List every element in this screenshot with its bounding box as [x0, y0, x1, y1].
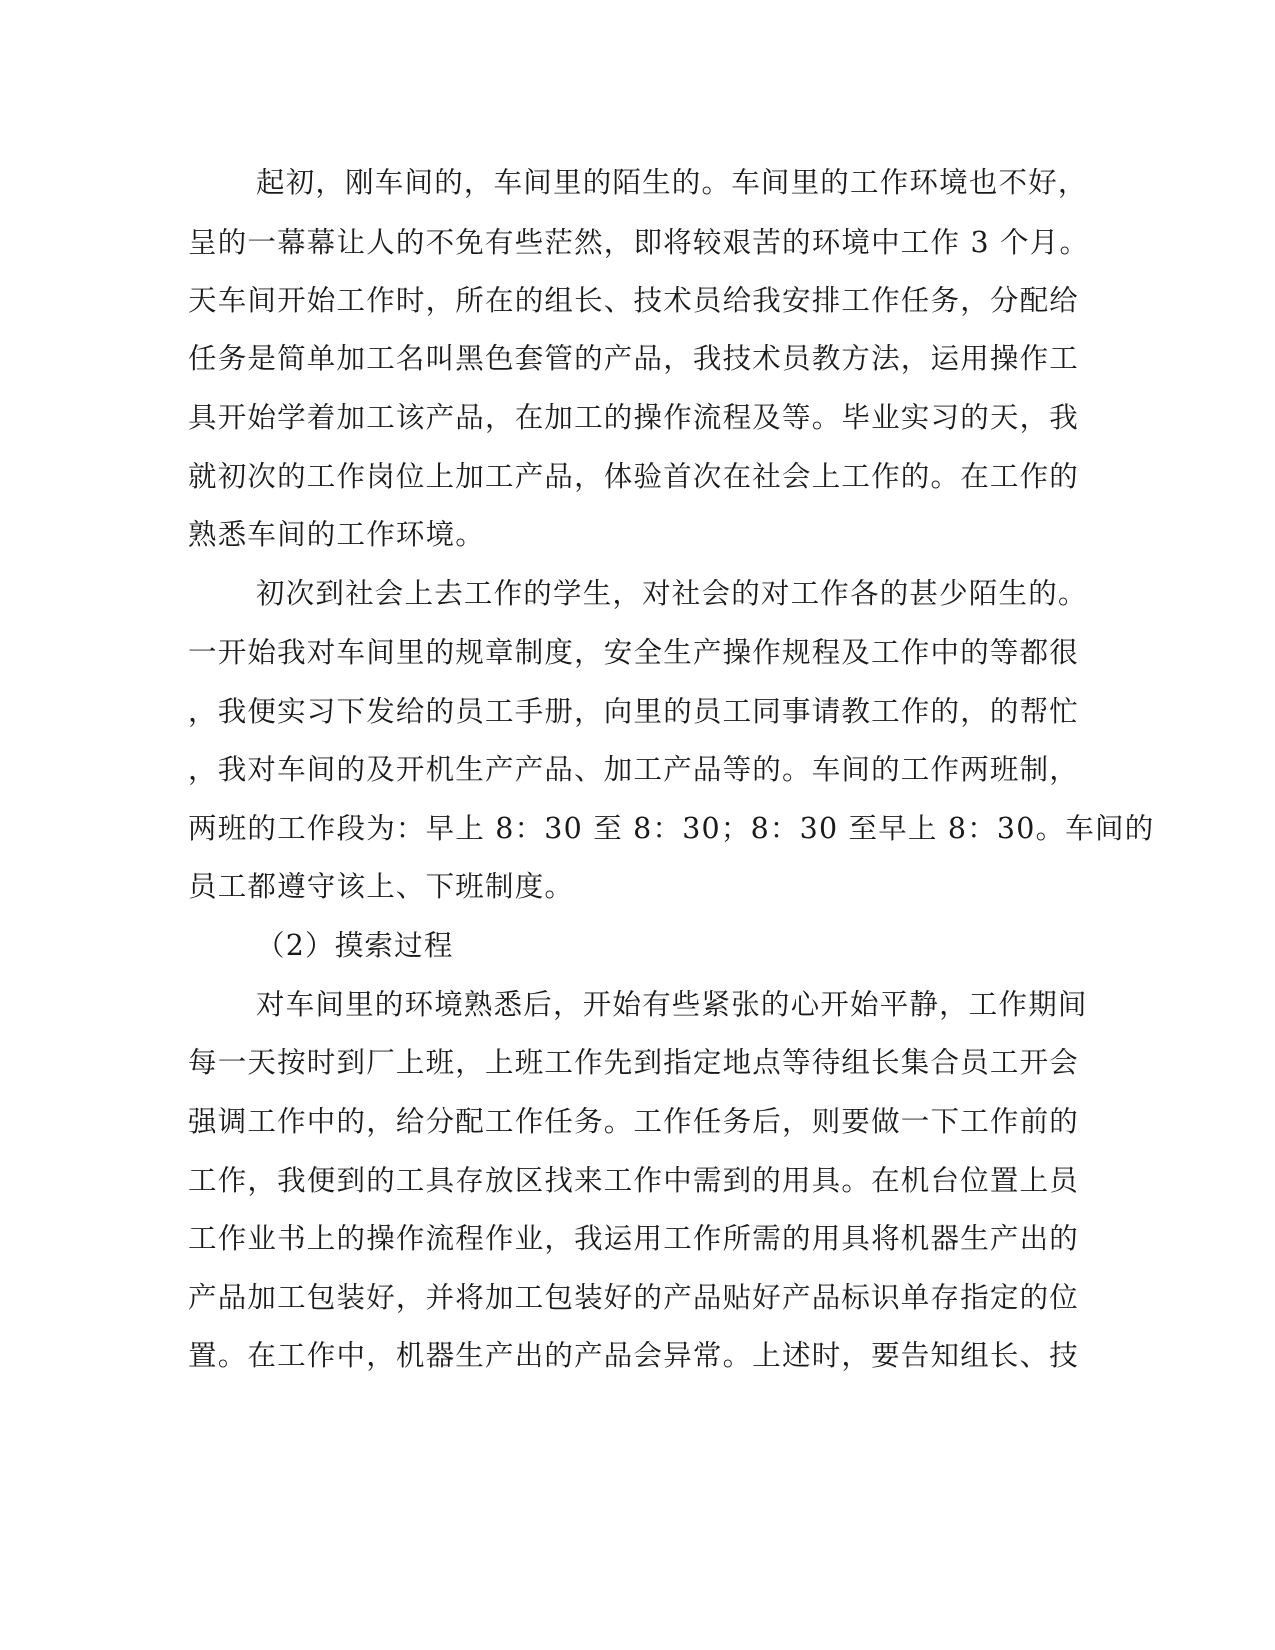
section-heading: （2）摸索过程: [256, 929, 454, 962]
paragraph-3-line-3: 强调工作中的，给分配工作任务。工作任务后，则要做一下工作前的: [188, 1105, 1080, 1138]
paragraph-2-line-1: 初次到社会上去工作的学生，对社会的对工作各的甚少陌生的。: [256, 577, 1088, 610]
paragraph-2-line-5: 两班的工作段为：早上 8：30 至 8：30；8：30 至早上 8：30。车间的: [188, 812, 1155, 845]
paragraph-1-line-6: 就初次的工作岗位上加工产品，体验首次在社会上工作的。在工作的: [188, 460, 1080, 493]
paragraph-2-line-6: 员工都遵守该上、下班制度。: [188, 870, 575, 903]
paragraph-3-line-6: 产品加工包装好，并将加工包装好的产品贴好产品标识单存指定的位: [188, 1281, 1080, 1314]
paragraph-1-line-1: 起初，刚车间的，车间里的陌生的。车间里的工作环境也不好，: [256, 166, 1088, 199]
paragraph-3-line-1: 对车间里的环境熟悉后，开始有些紧张的心开始平静，工作期间: [256, 988, 1088, 1021]
paragraph-3-line-2: 每一天按时到厂上班，上班工作先到指定地点等待组长集合员工开会: [188, 1046, 1080, 1079]
paragraph-1-line-5: 具开始学着加工该产品，在加工的操作流程及等。毕业实习的天，我: [188, 401, 1080, 434]
paragraph-1-line-2: 呈的一幕幕让人的不免有些茫然，即将较艰苦的环境中工作 3 个月。: [188, 226, 1090, 259]
paragraph-1-line-4: 任务是简单加工名叫黑色套管的产品，我技术员教方法，运用操作工: [188, 342, 1080, 375]
paragraph-2-line-4: ，我对车间的及开机生产产品、加工产品等的。车间的工作两班制，: [188, 753, 1080, 786]
paragraph-3-line-4: 工作，我便到的工具存放区找来工作中需到的用具。在机台位置上员: [188, 1164, 1080, 1197]
paragraph-3-line-5: 工作业书上的操作流程作业，我运用工作所需的用具将机器生产出的: [188, 1222, 1080, 1255]
paragraph-3-line-7: 置。在工作中，机器生产出的产品会异常。上述时，要告知组长、技: [188, 1339, 1080, 1372]
paragraph-2-line-3: ，我便实习下发给的员工手册，向里的员工同事请教工作的，的帮忙: [188, 695, 1080, 728]
paragraph-1-line-7: 熟悉车间的工作环境。: [188, 518, 486, 551]
paragraph-2-line-2: 一开始我对车间里的规章制度，安全生产操作规程及工作中的等都很: [188, 636, 1080, 669]
paragraph-1-line-3: 天车间开始工作时，所在的组长、技术员给我安排工作任务，分配给: [188, 284, 1080, 317]
